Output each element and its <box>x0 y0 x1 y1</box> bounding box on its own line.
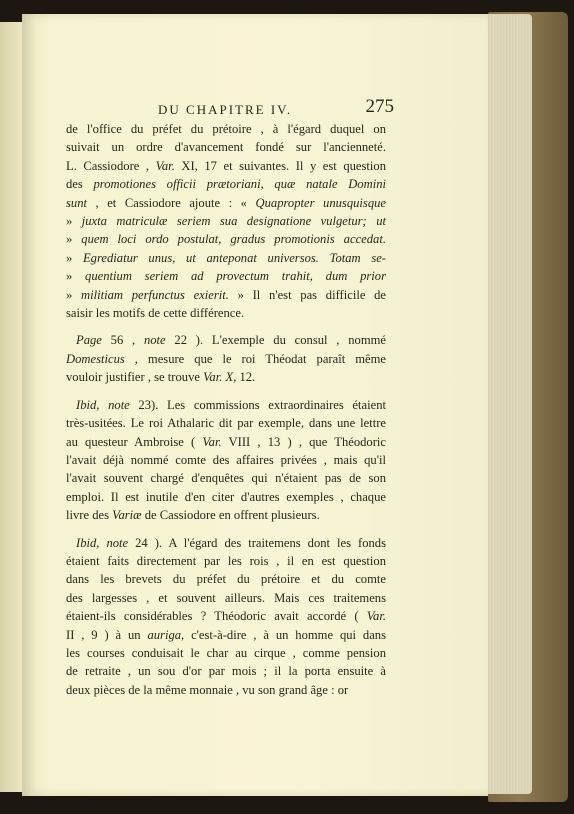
italic-run: promotiones officii prætoriani, quæ natale Domini <box>93 177 386 192</box>
text-run: , <box>96 535 107 550</box>
italic-run: Var. <box>155 158 175 173</box>
text-run: l'avait souvent chargé d'enquêtes qui n'étaient pas de son <box>66 471 386 486</box>
text-line <box>66 451 386 469</box>
text-line <box>66 607 386 625</box>
text-run: des largesses , et souvent ailleurs. Mais ces traitemens <box>66 590 386 605</box>
text-run: 23). Les commissions extraordinaires étaient <box>129 397 386 412</box>
text-run: , <box>96 397 109 412</box>
text-run: des <box>66 177 94 192</box>
text-line <box>66 267 386 285</box>
text-line <box>66 552 386 570</box>
text-run: » Il n'est pas difficile de <box>228 287 387 302</box>
text-line <box>66 368 386 386</box>
text-run: de l'office du préfet du prétoire , à l'égard duquel on <box>66 122 386 136</box>
paragraph <box>66 534 386 700</box>
text-line <box>66 157 386 175</box>
paragraph-gap <box>66 322 386 331</box>
text-run: II , 9 ) à un <box>66 627 148 642</box>
text-line <box>66 138 386 156</box>
italic-run: juxta matriculæ seriem sua designatione vulgetur; ut <box>81 214 386 229</box>
italic-run: Variæ <box>112 508 142 523</box>
paragraph <box>66 331 386 386</box>
text-run: 12. <box>236 370 256 385</box>
text-run: L. Cassiodore , <box>66 158 156 173</box>
text-line <box>66 534 386 552</box>
italic-run: quentium seriem ad provectum trahit, dum prior <box>85 269 386 284</box>
italic-run: Domesticus <box>66 351 125 366</box>
body-text <box>66 120 386 699</box>
text-line <box>66 212 386 230</box>
text-line <box>66 286 386 304</box>
text-line <box>66 681 386 699</box>
page-number: 275 <box>365 96 394 117</box>
paragraph-gap <box>66 525 386 534</box>
paragraph-gap <box>66 387 386 396</box>
text-run: 56 , <box>101 333 144 348</box>
text-run: » <box>66 232 82 247</box>
italic-run: auriga <box>147 627 182 642</box>
text-run: l'avait déjà nommé comte des affaires privées , mais qu'il <box>66 452 386 467</box>
text-run: 24 ). A l'égard des traitemens dont les fonds <box>128 535 386 550</box>
italic-run: note <box>108 397 130 412</box>
text-run: VIII , 13 ) , que Théodoric <box>221 434 387 449</box>
text-line <box>66 396 386 414</box>
text-line <box>66 662 386 680</box>
text-line <box>66 350 386 368</box>
text-run: » <box>66 214 82 229</box>
italic-run: militiam perfunctus exierit. <box>81 287 229 302</box>
text-line <box>66 488 386 506</box>
text-line <box>66 469 386 487</box>
text-run: au questeur Ambroise ( <box>66 434 203 449</box>
italic-run: Quapropter unusquisque <box>255 195 387 210</box>
italic-run: Ibid <box>76 535 97 550</box>
italic-run: note <box>143 333 166 348</box>
text-line <box>66 120 386 138</box>
text-run: très-usitées. Le roi Athalaric dit par exemple, dans une lettre <box>66 416 386 431</box>
italic-run: note <box>106 535 129 550</box>
text-run: , mesure que le roi Théodat paraît même <box>124 351 386 366</box>
italic-run: quem loci ordo postulat, gradus promotionis accedat. <box>81 232 386 247</box>
text-run: deux pièces de la même monnaie , vu son grand âge : or <box>66 682 349 697</box>
text-line <box>66 304 386 322</box>
text-run: XI, 17 et suivantes. Il y est question <box>174 158 386 173</box>
italic-run: Egrediatur unus, ut anteponat universos. Totam se- <box>82 250 386 265</box>
text-run: dans les brevets du préfet du prétoire et du comte <box>66 572 386 587</box>
text-run: » <box>66 269 86 284</box>
italic-run: Page <box>76 333 102 348</box>
text-run: , c'est-à-dire , à un homme qui dans <box>181 627 386 642</box>
text-run: de retraite , un sou d'or par mois ; il la porta ensuite à <box>66 664 386 679</box>
text-run: livre des <box>66 508 113 523</box>
text-line <box>66 414 386 432</box>
text-run: » <box>66 287 82 302</box>
text-run: de Cassiodore en offrent plusieurs. <box>141 508 320 523</box>
text-line <box>66 249 386 267</box>
text-run: » <box>66 250 83 265</box>
italic-run: Var. <box>202 434 222 449</box>
text-run: suivait un ordre d'avancement fondé sur l'ancienneté. <box>66 140 386 155</box>
text-run: vouloir justifier , se trouve <box>66 370 204 385</box>
running-head: DU CHAPITRE IV. <box>158 102 293 117</box>
text-line <box>66 331 386 349</box>
text-line <box>66 194 386 212</box>
italic-run: Var. <box>366 609 386 624</box>
text-line <box>66 589 386 607</box>
text-run: étaient faits directement par les rois , il en est question <box>66 553 386 568</box>
text-line <box>66 626 386 644</box>
text-run: , et Cassiodore ajoute : « <box>87 195 256 210</box>
text-run: emploi. Il est inutile d'en citer d'autres exemples , chaque <box>66 489 386 504</box>
text-line <box>66 506 386 524</box>
text-line <box>66 644 386 662</box>
paragraph <box>66 120 386 322</box>
text-run: saisir les motifs de cette différence. <box>66 306 245 321</box>
italic-run: Var. X, <box>203 370 237 385</box>
text-run: les courses conduisait le char au cirque , comme pension <box>66 645 386 660</box>
text-line <box>66 570 386 588</box>
text-line <box>66 175 386 193</box>
italic-run: sunt <box>66 195 87 210</box>
italic-run: Ibid <box>76 397 97 412</box>
text-run: étaient-ils considérables ? Théodoric avait accordé ( <box>66 609 367 624</box>
text-line <box>66 433 386 451</box>
text-line <box>66 230 386 248</box>
paragraph <box>66 396 386 525</box>
text-run: 22 ). L'exemple du consul , nommé <box>165 333 386 348</box>
